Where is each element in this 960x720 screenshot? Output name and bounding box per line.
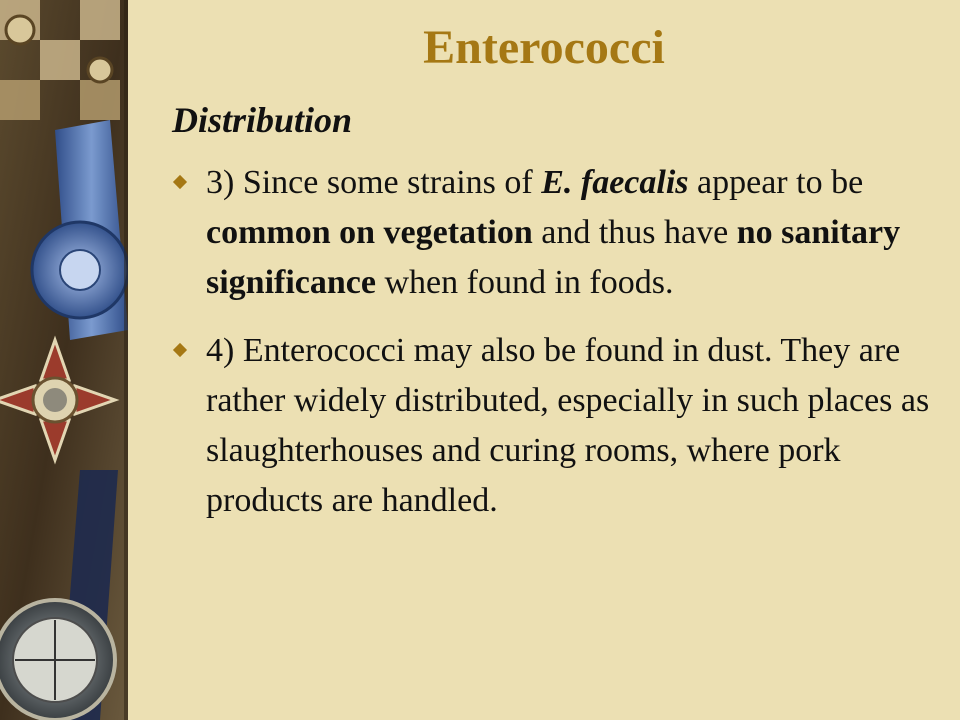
slide-title: Enterococci — [423, 21, 665, 74]
bullet-text-segment: 4) Enterococci may also be found in dust. They are rather widely distributed, especially in such places as slaughterhouses and curing rooms, where pork products are handled. — [206, 332, 930, 519]
diamond-bullet-icon — [173, 343, 187, 357]
bullet-text-segment: E. faecalis — [541, 164, 689, 201]
bullet-text-segment: common on vegetation — [206, 214, 533, 251]
bullet-text-segment: appear to be — [688, 164, 864, 201]
decorative-side-image — [0, 0, 128, 720]
bullet-text-segment: 3) Since some strains of — [206, 164, 542, 201]
bullet-text-segment: when found in foods. — [375, 264, 674, 301]
bullet-text — [206, 164, 900, 301]
bullet-list — [172, 158, 942, 544]
diamond-bullet-icon — [173, 175, 187, 189]
bullet-text-segment: and thus have — [532, 214, 737, 251]
bullet-item — [172, 158, 942, 308]
section-subtitle: Distribution — [172, 100, 353, 140]
bullet-item — [172, 326, 942, 526]
bullet-text-segment: no sanitary significance — [206, 214, 901, 301]
bullet-text — [206, 332, 929, 519]
